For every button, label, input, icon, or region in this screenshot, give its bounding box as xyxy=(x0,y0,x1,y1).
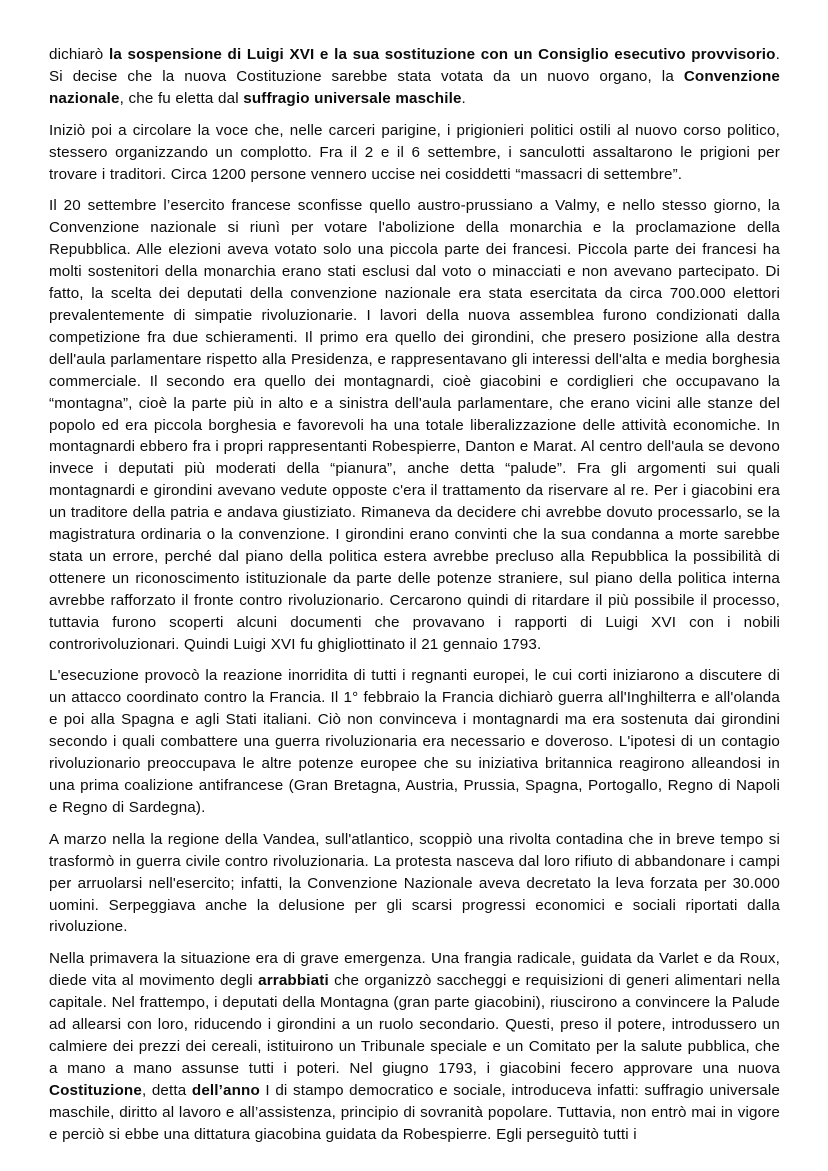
body-text: Nella primavera la situazione era di grave emergenza. Una frangia radicale, guidata da Varlet e da Roux, diede vita al movimento degli xyxy=(49,950,780,990)
paragraph xyxy=(49,120,780,186)
body-text: Il 20 settembre l’esercito francese sconfisse quello austro-prussiano a Valmy, e nello stesso giorno, la Convenzione nazionale si riunì per votare l'abolizione della monarchia e la proclamazione della Repubblica. Alle elezioni aveva votato solo una piccola parte dei francesi. Piccola parte dei francesi ha molti sostenitori della monarchia erano stati esclusi dal voto o minacciati e non avevano partecipato. Di fatto, la scelta dei deputati della convenzione nazionale era stata esercitata da circa 700.000 elettori prevalentemente di simpatie rivoluzionarie. I lavori della nuova assemblea furono condizionati dalla competizione fra due schieramenti. Il primo era quello dei girondini, che presero posizione alla destra dell'aula parlamentare rispetto alla Presidenza, e rappresentavano gli interessi dell'alta e media borghesia commerciale. Il secondo era quello dei montagnardi, cioè giacobini e cordiglieri che occupavano la “montagna”, cioè la parte più in alto e a sinistra dell'aula parlamentare, che erano vicini alle stanze del popolo ed era piccola borghesia e favorevoli ha una totale liberalizzazione delle attività economiche. In montagnardi ebbero fra i propri rappresentanti Robespierre, Danton e Marat. Al centro dell'aula se devono invece i deputati più moderati della “pianura”, anche detta “palude”. Fra gli argomenti sui quali montagnardi e girondini avevano vedute opposte c'era il trattamento da riservare al re. Per i giacobini era un traditore della patria e andava giustiziato. Rimaneva da decidere chi avrebbe dovuto processarlo, se la magistratura ordinaria o la convenzione. I girondini erano convinti che la sua condanna a morte sarebbe stata un errore, perché dal piano della politica estera avrebbe precluso alla Repubblica la possibilità di ottenere un riconoscimento istituzionale da parte delle potenze straniere, sul piano della politica interna avrebbe rafforzato il fronte contro rivoluzionario. Cercarono quindi di ritardare il più possibile il processo, tuttavia furono scoperti alcuni documenti che provavano i rapporti di Luigi XVI con i nobili controrivoluzionari. Quindi Luigi XVI fu ghigliottinato il 21 gennaio 1793. xyxy=(49,197,780,653)
body-text: A marzo nella la regione della Vandea, sull'atlantico, scoppiò una rivolta contadina che in breve tempo si trasformò in guerra civile contro rivoluzionaria. La protesta nasceva dal loro rifiuto di abbandonare i campi per arruolarsi nell'esercito; infatti, la Convenzione Nazionale aveva decretato la leva forzata per 30.000 uomini. Serpeggiava anche la delusione per gli scarsi progressi economici e sociali riportati dalla rivoluzione. xyxy=(49,830,780,936)
body-text: . Si decise che la nuova Costituzione sarebbe stata votata da un nuovo organo, la xyxy=(49,46,780,85)
paragraph xyxy=(49,195,780,655)
paragraph xyxy=(49,665,780,818)
paragraph xyxy=(49,829,780,939)
body-text: , che fu eletta dal xyxy=(119,89,244,107)
document-text-body xyxy=(49,44,780,1146)
body-text: Iniziò poi a circolare la voce che, nelle carceri parigine, i prigionieri politici ostili al nuovo corso politico, stessero organizzando un complotto. Fra il 2 e il 6 settembre, i sanculotti assaltarono le prigioni per trovare i traditori. Circa 1200 persone vennero uccise nei cosiddetti “massacri di settembre”. xyxy=(49,121,780,183)
emphasis-text: arrabbiati xyxy=(258,972,329,990)
emphasis-text: Costituzione xyxy=(49,1081,142,1099)
emphasis-text: Convenzione nazionale xyxy=(49,67,780,107)
body-text: . xyxy=(461,89,466,107)
body-text: dichiarò xyxy=(49,46,109,63)
body-text: I di stampo democratico e sociale, introduceva infatti: suffragio universale maschile, diritto al lavoro e all’assistenza, principio di sovranità popolare. Tuttavia, non entrò mai in vigore e perciò si ebbe una dittatura giacobina guidata da Robespierre. Egli perseguitò tutti i xyxy=(49,1081,780,1143)
body-text: che organizzò saccheggi e requisizioni di generi alimentari nella capitale. Nel frattempo, i deputati della Montagna (gran parte giacobini), riuscirono a convincere la Palude ad allearsi con loro, riducendo i girondini a un ruolo secondario. Questi, preso il potere, introdussero un calmiere dei prezzi dei cereali, istituirono un Tribunale speciale e un Comitato per la salute pubblica, che a mano a mano assunse tutti i poteri. Nel giugno 1793, i giacobini fecero approvare una nuova xyxy=(49,972,780,1077)
body-text: , detta xyxy=(141,1081,192,1099)
paragraph xyxy=(49,948,780,1145)
paragraph xyxy=(49,44,780,110)
emphasis-text: la sospensione di Luigi XVI e la sua sostituzione con un Consiglio esecutivo provvisorio xyxy=(108,46,776,63)
emphasis-text: suffragio universale maschile xyxy=(243,89,462,107)
body-text: L'esecuzione provocò la reazione inorridita di tutti i regnanti europei, le cui corti iniziarono a discutere di un attacco coordinato contro la Francia. Il 1° febbraio la Francia dichiarò guerra all'Inghilterra e all'olanda e poi alla Spagna e agli Stati italiani. Ciò non convinceva i montagnardi ma era sostenuta dai girondini secondo i quali combattere una guerra rivoluzionaria era necessario e doveroso. L'ipotesi di un contagio rivoluzionario preoccupava le altre potenze europee che su iniziativa britannica reagirono alleandosi in una prima coalizione antifrancese (Gran Bretagna, Austria, Prussia, Spagna, Portogallo, Regno di Napoli e Regno di Sardegna). xyxy=(49,667,780,816)
emphasis-text: dell’anno xyxy=(191,1081,260,1099)
